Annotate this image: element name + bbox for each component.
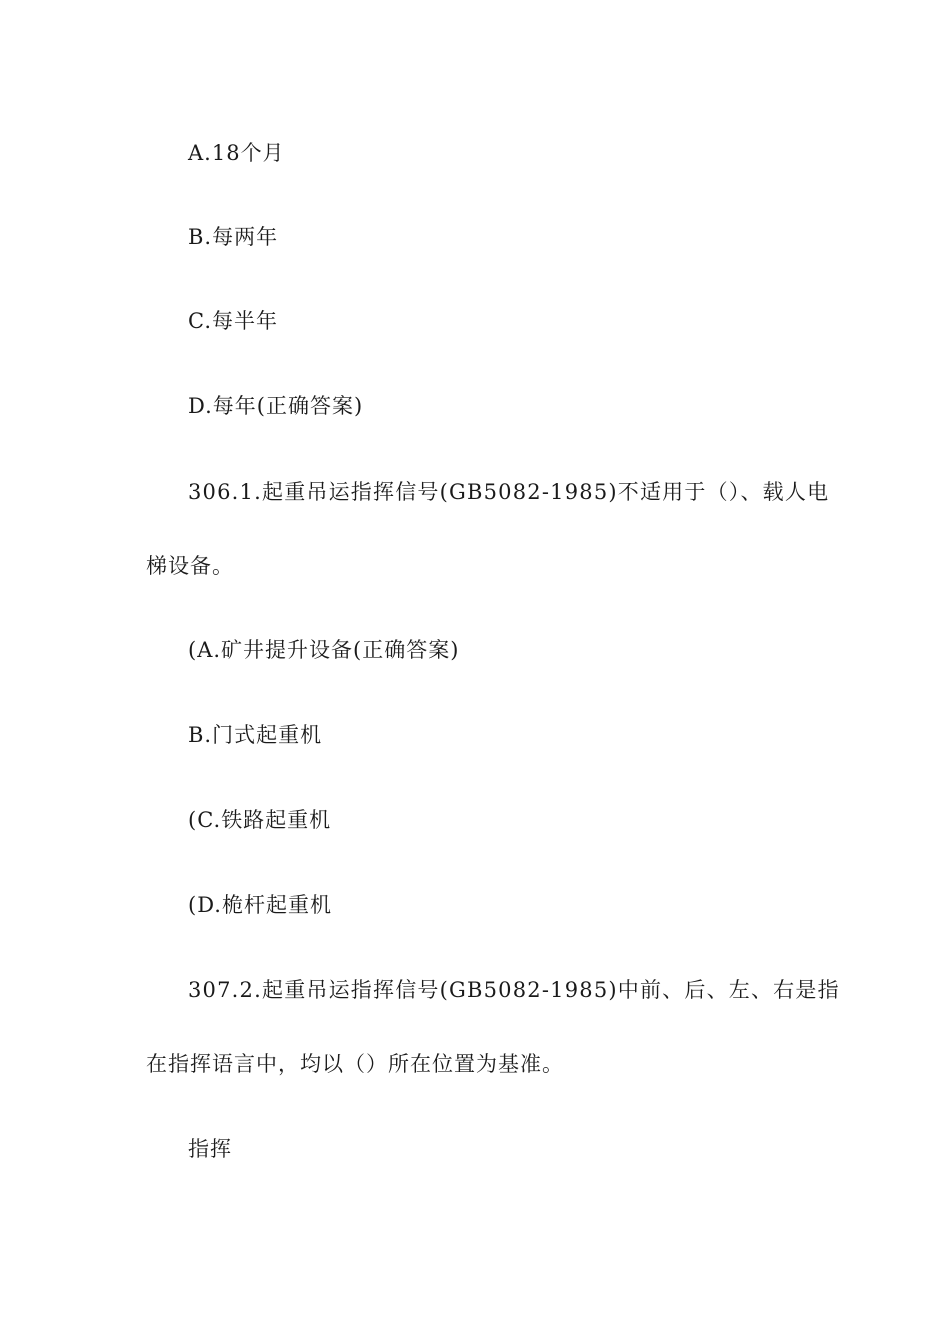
q305-option-d: D.每年(正确答案) — [188, 394, 364, 418]
q307-stem-line2: 在指挥语言中，均以（）所在位置为基准。 — [146, 1052, 564, 1076]
q307-option-a: 指挥 — [188, 1137, 232, 1161]
q305-option-c: C.每半年 — [188, 309, 278, 333]
q306-stem-line2: 梯设备。 — [146, 554, 234, 578]
q306-stem-line1: 306.1.起重吊运指挥信号(GB5082-1985)不适用于（）、载人电 — [188, 480, 830, 504]
q306-option-a: (A.矿井提升设备(正确答案) — [188, 638, 460, 662]
q305-option-a: A.18个月 — [188, 141, 285, 165]
q306-option-d: (D.桅杆起重机 — [188, 893, 332, 917]
q306-option-b: B.门式起重机 — [188, 723, 323, 747]
q305-option-b: B.每两年 — [188, 225, 279, 249]
q306-option-c: (C.铁路起重机 — [188, 808, 332, 832]
q307-stem-line1: 307.2.起重吊运指挥信号(GB5082-1985)中前、后、左、右是指 — [188, 978, 840, 1002]
